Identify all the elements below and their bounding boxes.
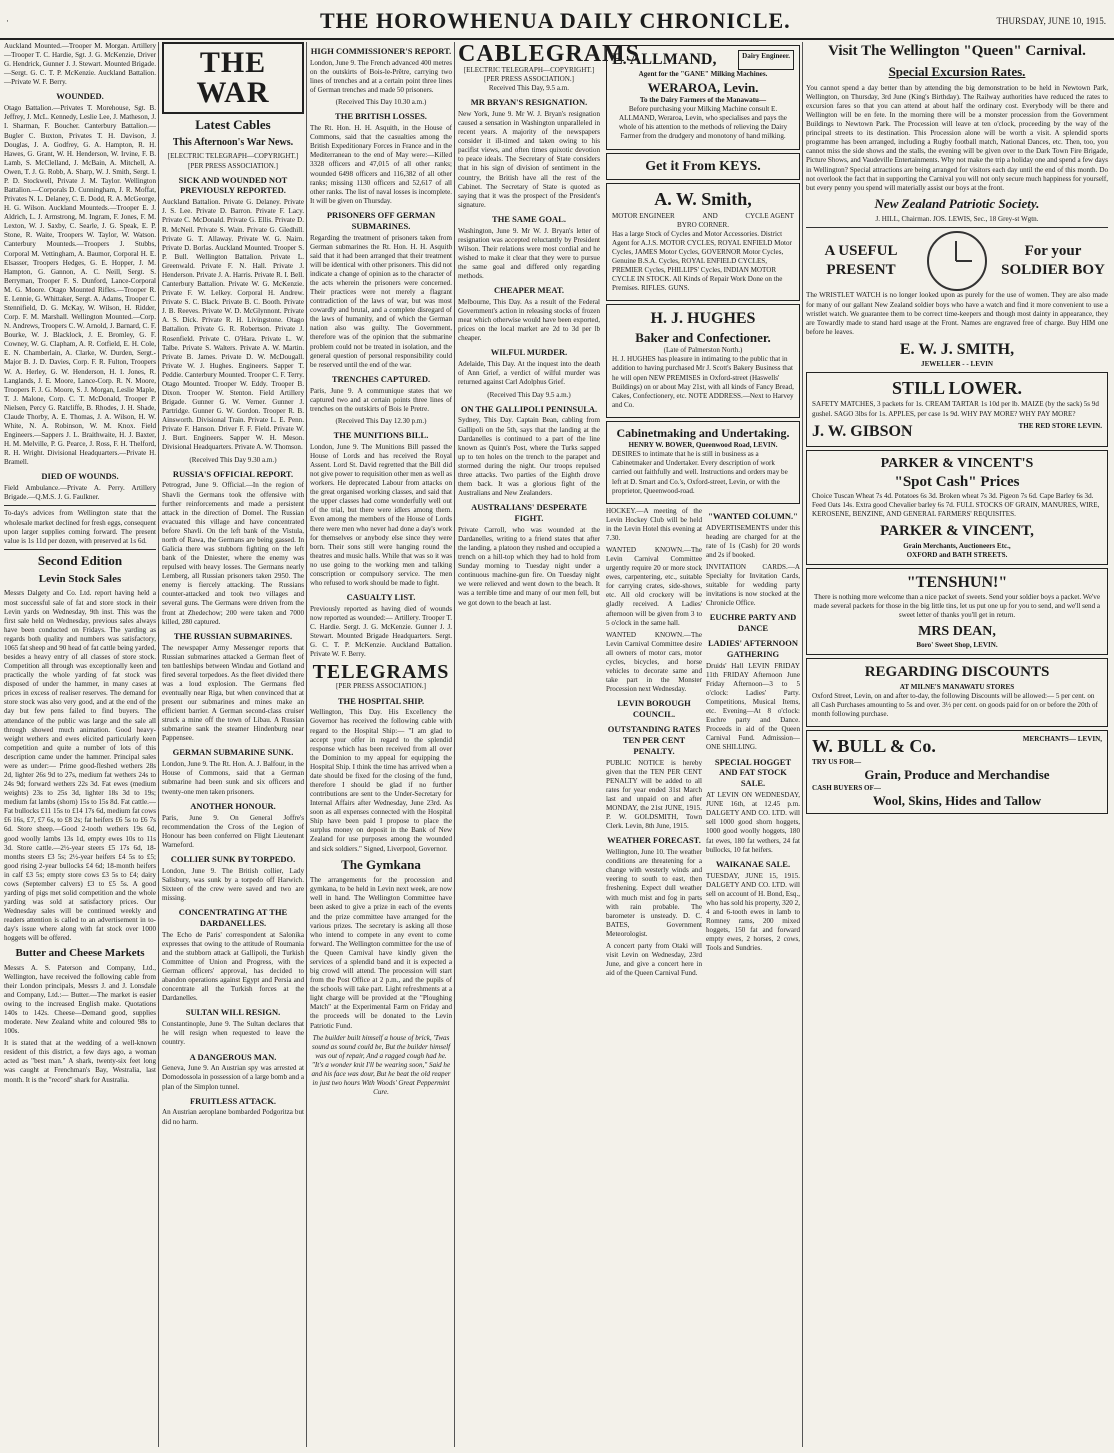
hc-heading: HIGH COMMISSIONER'S REPORT. — [310, 46, 452, 56]
murder-text: Adelaide, This Day. At the inquest into the death of Ann Grief, a verdict of wilful murder was returned against Carl Adolphus Grief. — [458, 360, 600, 387]
trenches-text: Paris, June 9. A communique states that we captured two and at certain points three lines of trenches on the outskirts of Bois le Pretre. — [310, 386, 452, 413]
discounts-heading: REGARDING DISCOUNTS — [864, 664, 1050, 681]
sick-heading: SICK AND WOUNDED NOT PREVIOUSLY REPORTED. — [178, 174, 288, 196]
newspaper-title: THE HOROWHENUA DAILY CHRONICLE. — [320, 8, 791, 33]
column-4 — [458, 42, 800, 1447]
bull-try: TRY US FOR— — [812, 757, 862, 766]
wanted-column-heading: "WANTED COLUMN." — [708, 510, 798, 521]
pv-sub: "Spot Cash" Prices — [894, 473, 1020, 490]
bower-text: DESIRES to intimate that he is still in business as a Cabinetmaker and Undertaker. Every description of work carried out faithfully and well. Instructions and orders may be left at D. Smart and Co.'s, Oxford-street, Levin, or with the proprietor, Queenwood-road. — [612, 450, 788, 495]
shark-text: It is stated that at the wedding of a well-known resident of this district, a few days ago, a woman acted as "best man." A shark, twenty-six feet long was caught at Frenchman's Bay, Westralia, last month. It is the "record" shark for Australia. — [4, 1039, 156, 1084]
euchre-heading: EUCHRE PARTY AND DANCE — [709, 612, 797, 634]
gsub-text: London, June 9. The Rt. Hon. A. J. Balfour, in the House of Commons, said that a German submarine had been sunk and six officers and twenty-one men taken prisoners. — [162, 760, 304, 796]
bryan-heading: MR BRYAN'S RESIGNATION. — [470, 97, 588, 108]
fruitless-text: An Austrian aeroplane bombarded Podgoritza but did no harm. — [162, 1108, 304, 1126]
council-heading: LEVIN BOROUGH COUNCIL. — [617, 698, 691, 720]
submarines-text: The newspaper Army Messenger reports that Russian submarines attacked a German fleet of ten battleships between Windau and Gotland and fired several torpedoes. As the fleet divided there was a loud explosion. The Germans fled eventually near Riga, but when convinced that at present our submarines and mines make an efficient barrier. A German second-class cruiser struck a mine off the town of Libau. A Russian submarine sank the steamer Hindenburg near Pappensee. — [162, 643, 304, 743]
bower-ad — [606, 421, 800, 504]
queen-text: You cannot spend a day better than by attending the big demonstration to be held in Newtown Park, Wellington, on Thursday, 3rd June (King's Birthday). The Railway authorities have reduced the rates to excursion fares so that you can attend at about half the ordinary cost. Everybody will be there and Wellington will be en fete. In the morning there will be a monster procession from the Government Buildings to Newtown Park. The Procession will leave at ten o'clock, proceeding by the way of the principal streets to its destination. This Procession alone will be worth a visit. A splendid sports programme has been arranged, including a Rugby football match, National Dances, etc. Then, too, you cannot miss the side shows and the stalls, the evening will be given over to the Dark Town Fire Brigade, Picture Shows, and Vaudeville Entertainments. Why not make the trip a holiday one and spend a few days in Wellington? Special attractions are being arranged for visitors each day until the end of this month. Do not overlook the fact that in supporting the Carnival you will not only secure much happiness for yourself, but every penny you spend will materially assist our boys at the front. — [806, 83, 1108, 192]
column-1 — [4, 42, 156, 1447]
ewj-sub: JEWELLER - - LEVIN — [921, 360, 993, 369]
received-note: (Received This Day 10.30 a.m.) — [335, 98, 427, 107]
hughes-ad — [606, 304, 800, 418]
masthead — [0, 0, 1114, 40]
pv-trade: Grain Merchants, Auctioneers Etc., — [903, 541, 1011, 550]
waikanae-heading: WAIKANAE SALE. — [715, 858, 791, 869]
smith-text: Has a large Stock of Cycles and Motor Accessories. District Agent for A.J.S. MOTOR CYCLES, ROYAL ENFIELD Motor Cycles, JAMES Motor Cycles, GOVERNOR Motor Cycles, Genuine B.S.A. Cycles, ROYAL ENFIELD CYCLES, PREMIER Cycles, PHILLIPS' Cycles, INDIAN MOTOR CYCLE IN STOCK. All Kinds of Repair Work Done on the Premises. RIFLES. GUNS. — [612, 229, 792, 293]
smith-place: BYRO CORNER. — [676, 220, 730, 229]
discounts-ad — [806, 658, 1108, 727]
dardanelles-heading: CONCENTRATING AT THE DARDANELLES. — [178, 907, 288, 928]
press-association: [ELECTRIC TELEGRAPH—COPYRIGHT.] [PER PRESS ASSOCIATION.] — [463, 66, 595, 84]
column-rule — [802, 42, 803, 1447]
smith-name: A. W. Smith, — [654, 189, 752, 210]
trenches-heading: TRENCHES CAPTURED. — [331, 373, 431, 384]
submarines-heading: THE RUSSIAN SUBMARINES. — [173, 630, 293, 641]
tenshun-text: There is nothing more welcome than a nice packet of sweets. Send your soldier boys a packet. We've made several packets for those in the big little tins, let us put one up for you to send, and we'll send a sweet letter of thanks you'll get in return. — [813, 593, 1101, 620]
wanted-column-text: ADVERTISEMENTS under this heading are charged for at the rate of 1s (Cash) for 20 words and 2s if booked. — [706, 523, 800, 559]
peppermint-poem: The builder built himself a house of brick, 'Twas sound as sound could be, But the builder himself was out of repair, And a ragged cough had he. "It's a wonder knit I'll be wearing soon," Said he and his face was dour, But he beat the old reaper in just two hours With Woods' Great Peppermint Cure. — [311, 1033, 451, 1097]
column-rule — [306, 42, 307, 1447]
gibson-name: J. W. GIBSON — [812, 422, 913, 440]
watch-icon — [927, 231, 987, 291]
murder-heading: WILFUL MURDER. — [490, 347, 568, 358]
council-text: PUBLIC NOTICE is hereby given that the TEN PER CENT PENALTY will be added to all rates for year ended 31st March last and unpaid on and after MONDAY, the 21st JUNE, 1915. P. W. GOLDSMITH, Town Clerk. Levin, 8th June, 1915. — [606, 758, 702, 831]
weather-heading: WEATHER FORECAST. — [607, 835, 701, 846]
dean-name: MRS DEAN, — [918, 624, 996, 640]
mounted-list: Auckland Mounted.—Trooper M. Morgan. Artillery—Trooper T. C. Hardie, Sgt. J. G. McKenzie, Driver G. Hendrick, Gunner J. J. Stewart. Mounted Brigade.—Sergt. G. C. T. P. McKenzie. Auckland Battalion.—Private W. F. Berry. — [4, 42, 156, 87]
hughes-name: H. J. HUGHES — [650, 310, 756, 328]
ewj-name: E. W. J. SMITH, — [899, 340, 1015, 358]
spy-text: Geneva, June 9. An Austrian spy was arrested at Domodossola in possession of a large bomb and a plan of the Simplon tunnel. — [162, 1064, 304, 1091]
died-list: Field Ambulance.—Private A. Perry. Artillery Brigade.—Q.M.S. J. G. Faulkner. — [4, 484, 156, 502]
divider — [4, 549, 156, 550]
pv-text: Choice Tuscan Wheat 7s 4d. Potatoes 6s 3d. Broken wheat 7s 3d. Pigeon 7s 6d. Cape Barley 6s 3d. Feed Oats 14s. Extra good Chevalier barley 6s 7d. FULL STOCKS OF GRAIN, MANURES, WIRE, KEROSENE, BENZINE, AND GENERAL FARMERS' REQUISITES. — [812, 492, 1100, 519]
sick-list: Auckland Battalion. Private G. Delaney. Private J. S. Lee. Private D. Barron. Private F. Lacy. Private C. McDonald. Private G. Ellis. Private D. R. McNeil. Private S. Wain. Private G. Gledhill. Private G. T. Allaway. Private W. G. Nairn. Private D. Borlas. Auckland Mounted. Trooper S. P. Bull. Wellington Battalion. Private L. Greenwald. Private F. N. Hall. Private J. Henderson. Private J. A. Harris. Private R. I. Bell. Canterbury Battalion. Private W. G. McKenzie. Private F. W. Lelkey. Corporal H. Andrew. Private S. C. Black. Private B. C. Booth. Private J. B. Reeves. Private W. D. McGlynnont. Private A. S. Dick. Private R. H. Livingstone. Otago Battalion. Private G. R. Robertson. Private J. Rosenfield. Private C. O'Hara. Private L. W. Talbe. Private S. Walters. Private A. W. Martin. Private B. James. Private D. W. McDougall. Private W. J. Hughes. Engineers. Sapper T. Peddie. Canterbury Mounted. Trooper C. F. Terry. Otago Mounted. Trooper W. Eddy. Trooper B. Dixon. Trooper W. Stenton. Field Artillery Brigade. Gunner G. W. Verner. Gunner J. Partridge. Gunner G. W. Gordon. Trooper R. B. Ainsworth. Divisional Train. Private L. E. Penn. Private F. Hanson. Driver F. F. Field. Private W. J. Burt. Engineers. Sapper W. H. Meson. Divisional Headquarters. Private A. W. Thomson. — [162, 198, 304, 452]
tenshun-heading: "TENSHUN!" — [906, 573, 1008, 591]
pv-heading: PARKER & VINCENT'S — [880, 456, 1034, 472]
watch-text: The WRISTLET WATCH is no longer looked upon as purely for the use of women. They are also made for many of our gallant New Zealand soldier boys who have a watch and find it more convenient to use a wristlet watch. We guarantee them to be correct time-keepers and though most dainty in appearance, they are Towardly made to stand hard usage at the Front. Names are engraved free of charge. Buy HIM one before he leaves. — [806, 291, 1108, 336]
column-3 — [310, 42, 452, 1447]
patriotic-sub: J. HILL, Chairman. JOS. LEWIS, Sec., 18 Grey-st Wgtn. — [875, 215, 1039, 224]
concert-notice: A concert party from Otaki will visit Levin on Wednesday, 23rd June, and give a concert here in aid of the Queen Carnival Fund. — [606, 941, 702, 978]
smith-and: AND — [702, 211, 718, 220]
watch-left: A USEFUL PRESENT — [824, 243, 898, 279]
egg-report: To-day's advices from Wellington state that the wholesale market declined for fresh eggs, consequent upon larger supplies coming forward. The present value is 1s 11d per dozen, with preserved at 1s 6d. — [4, 509, 156, 545]
afternoon-news: This Afternoon's War News. — [172, 136, 294, 148]
allmand-to: To the Dairy Farmers of the Manawatu— — [639, 96, 767, 105]
still-lower-text: SAFETY MATCHES, 3 packets for 1s. CREAM TARTAR 1s 10d per lb. MAIZE (by the sack) 5s 9d gushel. SAGO 3lbs for 1s. APPLES, per case 1s 9d. WHY PAY MORE? WHY PAY MORE? — [812, 400, 1099, 418]
bull-sub: MERCHANTS— LEVIN, — [1022, 734, 1102, 743]
wanted-notice-2: WANTED KNOWN.—The Levin Carnival Committee desire all owners of motor cars, motor cycles, bicycles, and horse vehicles to decorate same and take part in the Monster Procession next Wednesday. — [606, 630, 702, 694]
watch-right: For your SOLDIER BOY — [1001, 243, 1105, 279]
masthead-corner: · — [6, 16, 9, 26]
pv-name: PARKER & VINCENT, — [880, 523, 1034, 540]
gymkana-heading: The Gymkana — [341, 856, 421, 872]
received-note: (Received This Day 9.30 a.m.) — [189, 455, 277, 464]
queen-sub: Special Excursion Rates. — [888, 64, 1026, 80]
column-2 — [162, 42, 304, 1447]
bryan-text: New York, June 9. Mr W. J. Bryan's resignation caused a sensation in Washington unparalleled in recent years. A majority of the newspapers consider it ill-timed and taken owing to his pacifist views, and often times quixotic devotion to peace ideals. The Secretary of State considers that in his sign of division of sentiment in the country, the British have all the rest of the Cabinet. The Secretary of State is quoted as saying that it was the prospect of the President's signature. — [458, 109, 600, 209]
euchre-sub: LADIES' AFTERNOON GATHERING — [708, 638, 798, 659]
prisoners-text: Regarding the treatment of prisoners taken from German submarines the Rt. Hon. H. H. Asquith said that it had been arranged that their treatment will be identical with other prisoners. This did not indicate a change of opinion as to the character of the acts wherein the prisoners were concerned. Their practices were not merely a flagrant contradiction of the laws of war, but was most cowardly and brutal, and a complete disregard of the laws of humanity, and of which the German nation also was guilty. The Government, therefore was of the opinion that the submarine problem could not be treated in isolation, and the general question of personal responsibility could be reserved until the end of the war. — [310, 233, 452, 369]
wanted-notice-1: WANTED KNOWN.—The Levin Carnival Committee urgently require 20 or more stock ewes, carpentering, etc., suitable for carrying crates, side-shows, etc. All old crockery will be gladly received. A Ladies' afternoon will be given from 3 to 5 o'clock in the same hall. — [606, 545, 702, 627]
wounded-list: Otago Battalion.—Privates T. Morehouse, Sgt. B. Jeffrey, J. McL. Kennedy, Leslie Lee, J. Matheson, J. I. Sharman, F. Boucher. Canterbury Battalion.—Bugler C. Buxton, Privates T. H. Davison, J. Douglas, J. A. Godfrey, G. A. Hampton, R. H. Hawes, G. Grant, W. H. Henderson, W. Irvine, F. B. Lamb, S. McClelland, J. McBain, A. Mitchell, A. Owen, T. J. G. Robb, A. Sharp, W. J. Smith, Sergt. I. P. D. Stockwell, Private J. M. Taylor. Wellington Battalion.—Corporals D. Cunningham, J. R. Moffat, Privates N. L. Delaney, C. E. Dodd, R. A. McGeorge, H. G. Wilson. Auckland Mounteds.—Trooper E. J. Aldrich, L. J. Armstrong, M. Ingram, F. Jones, F. M. Lexton, W. J. Saxby, C. Searle, J. G. Speak, E. P. Stone, R. Waite, Troopers W. Taylor, W. Watson. Canterbury Mounteds.—Troopers J. Stubbs, Corporal M. Vettingham, A. Baumor, Corporal H. E. Elsasser, Troopers Hedges, G. E. Hopper, J. M. Hampton, G. Gannon, A. C. Neill, Sergt. S. Berryman, Trooper F. S. Dunford, Lance-Corporal M. G. Moore. Otago Mounted Rifles.—Trooper R. E. Lennie, G. Whittaker, Sergt. A. Adams, Trooper C. Stennifield, D. G. McKay, W. Wilson, H. Ridder, Corp. F. M. Marshall. Wellington Mounted.—Corp. N. Andrews, Troopers C. W. Arnold, J. Barnard, C. F. Bourke, W. J. Blacklock, J. E. Bromley, G. F. Cowney, W. G. Clapham, A. R. Cotfield, E. H. Cole, E. N. Chamberlain, A. Clarke, W. Durden, Sergt.-Major B. J. D. Davies, Corp. F. R. Fulton, Troopers W. A. Herley, G. W. Henderson, H. I. Jones, R. Langlands, J. E. Moore, Lance-Corp. R. N. Moore, Troopers F. J. G. Moore, S. J. Morgan, Leslie Maple, T. J. Malone, Corp. C. T. McDonald, Trooper P. Nielsen, Percy G. Ratcliffe, B. Rhodes, J. H. Shade, Claude Thorby, A. E. Thomas, J. A. Wilson, H. W. White, N. A. Robinson, W. M. Knox. Field Engineers.—Sappers J. L. Braithwaite, H. J. Baxter, H. M. Melville, P. G. Pearce, J. Ross, F. H. Thelford, R. H. Wright. Divisional Headquarters.—Private H. Bramell. — [4, 104, 156, 467]
column-rule — [158, 42, 159, 1447]
keys-ad — [606, 153, 800, 181]
cablegrams-title: CABLEGRAMS — [458, 41, 641, 67]
allmand-tag: Dairy Engineer. — [738, 50, 794, 70]
divider — [4, 505, 156, 506]
losses-heading: THE BRITISH LOSSES. — [335, 111, 427, 122]
gymkana-text: The arrangements for the procession and gymkana, to be held in Levin next week, are now well in hand. The Wellington Committee have been asked to give a prize in each of the events and the prize committee have arranged for the various prizes. The secretary is asking all those who intend to compete in any event to come forward. The Wellington committee for the use of the Queen Carnival have kindly given the services of a splendid band and it is expected a big crowd will attend. The procession will start from the Post Office at 2 p.m., and the pupils of the schools will take part. Light refreshments at a light charge will be provided at the "Ploughing Match" at the Experimental Farm on Friday and the proceeds will be donated to the Levin Patriotic Fund. — [310, 876, 452, 1030]
allmand-agent: Agent for the "GANE" Milking Machines. — [638, 70, 768, 79]
council-sub: OUTSTANDING RATES TEN PER CENT PENALTY. — [607, 723, 701, 756]
gallipoli-heading: ON THE GALLIPOLI PENINSULA. — [460, 403, 598, 414]
gallipoli-text: Sydney, This Day. Captain Bean, cabling from Gallipoli on the 5th, says that the landing at the Dardanelles is continued to a part of the line known as Quinn's Post, where the Turks sapped up to ten holes on the trench to the parapet and stormed during the night. Our troops repulsed three attacks. Two parties of the Eighth drove them back. It was a glorious fight of the Australians and New Zealanders. — [458, 416, 600, 498]
telegrams-title: TELEGRAMS — [312, 661, 450, 684]
sultan-heading: SULTAN WILL RESIGN. — [185, 1007, 281, 1018]
dean-ad — [806, 568, 1108, 656]
bull-goods: Grain, Produce and Merchandise — [864, 767, 1050, 783]
discounts-sub: AT MILNE'S MANAWATU STORES — [899, 682, 1015, 691]
dalgety-text: AT LEVIN ON WEDNESDAY, JUNE 16th, at 12.45 p.m. DALGETY AND CO. LTD. will sell 1000 good shorn hoggets, 1000 good woolly hoggets, 180 fat ewes, 180 fat wethers, 24 fat bullocks, 10 fat heifers. — [706, 791, 800, 854]
hughes-trade: Baker and Confectioner. — [635, 329, 771, 345]
dean-sub: Boro' Sweet Shop, LEVIN. — [916, 641, 998, 650]
bower-name: HENRY W. BOWER, Queenwood Road, LEVIN. — [628, 441, 778, 450]
levin-stock-heading: Levin Stock Sales — [38, 573, 122, 586]
cable-news — [458, 41, 641, 981]
hospital-ship-text: Wellington, This Day. His Excellency the Governor has received the following cable with regard to the Hospital Ship:— "I am glad to accept your offer in regard to the splendid response which has been received from all over the Dominion to my appeal for equipping the Hospital Ship. I think the time has arrived when a date should be fixed for the closing of the fund, therefore I should be glad if no further contributions are sent to the Under-Secretary for Internal Affairs after Wednesday, June 23rd. As soon as all expenses connected with the Hospital Ship have been paid I propose to place the surplus money on deposit in the Bank of New Zealand for use purposes among the wounded and sick soldiers." Signed, Liverpool, Governor. — [310, 708, 452, 853]
fruitless-heading: FRUITLESS ATTACK. — [189, 1095, 277, 1106]
invitation-notice: INVITATION CARDS.—A Specialty for Invitation Cards, suitable for wedding party invitations is now stocked at the Chronicle Office. — [706, 562, 800, 608]
patriotic-heading: New Zealand Patriotic Society. — [874, 195, 1040, 211]
euchre-text: Druids' Hall LEVIN FRIDAY 11th FRIDAY Afternoon June Friday Afternoon—3 to 5 o'clock: Ladies' Party. Competitions, Musical Items, etc. Evening—At 8 o'clock: Euchre party and Dance. Proceeds in aid of the Queen Carnival Fund. Admission—ONE SHILLING. — [706, 661, 800, 752]
hughes-late: (Late of Palmerston North.) — [663, 346, 743, 355]
casualty-text: Previously reported as having died of wounds now reported as wounded:— Artillery. Trooper T. C. Hardie. Sergt. J. G. McKenzie. Gunner J. J. Stewart. Mounted Brigade Headquarters. Sergt. G. C. T. P. McKenzie. Auckland Battalion. Private W. F. Berry. — [310, 604, 452, 659]
levin-stock-text: Messrs Dalgety and Co. Ltd. report having held a most successful sale of fat and store stock in their Levin yards on Wednesday, 9th inst. This was the first sale held on Wednesday, previous sales always have been conducted on Fridays. The yarding as regards both quality and numbers was satisfactory, 1065 fat sheep and 90 head of fat cattle being yarded, besides a heavy entry of all classes of store stock. Competition all through was exceptionally keen and practically the whole yarding of fat stock was disposed of under the hammer, in many cases at prices in excess of realiser reserves. The demand for store stock was also very good, and at the end of the day but few pens failed to find buyers. The attendance of the public was large and the sale all through showed much animation. Good heavy-weight wethers and ewes elicited particularly keen competition and quite a number of lots of this description came under the hammer. Principal sales were as under:— Prime good-fleshed wethers 28s 2d, lighter 26s 9d to 27s, medium fat wethers 24s to 24s 9d; forward wethers 22s 3d. Fat ewes (medium weights) 23s to 25s 3d, lighter 18s 3d to 19s; medium fat lambs (shorn) 15s to 15s 8d. Fat cattle.—Fat bullocks £11 15s to £14 17s 6d, medium fat cows £6 16s, £7, £7 6s, to £8 2s; fat heifers £6 5s to £6 7s 6d. Store sheep.—Good 2-tooth wethers 19s 6d, good woolly lambs 13s 1d, empty ewes 10s to 11s 3d. Store cattle.—2½-year steers £5 17s 6d, 18-months steers £3 5s; 2½-year heifers £4 5s to £5; good rising 2-year bullocks £4 6d; 18-month heifers in calf £3 5s; empty store cows £3 5s to £4; dairy cows (September calvers) £3 to £5 5s. A good yarding of pigs met solid competition and the whole yarding was sold at satisfactory prices. Our Wednesday sales will be continued weekly and readers attention is called to an advertisement in to-day's issue where along with fat stock over 1000 hoggets will be offered. — [4, 589, 156, 943]
meat-heading: CHEAPER MEAT. — [493, 285, 565, 296]
casualty-heading: CASUALTY LIST. — [346, 592, 416, 603]
dardanelles-text: The Echo de Paris' correspondent at Salonika expresses that owing to the attitude of Roumania and the stubborn attack at Gallipoli, the Turkish Committee of Union and Progress, with the German officers' approval, has decided to abandon operations against Egypt and Persia and concentrate all the Turkish forces at the Dardanelles. — [162, 930, 304, 1003]
fight-heading: AUSTRALIANS' DESPERATE FIGHT. — [471, 502, 587, 524]
weather-text: Wellington, June 10. The weather conditions are threatening for a change with westerly winds and veering to south to east, then freshening. Expect dull weather with much mist and fog in parts with rain probable. The barometer is unsteady. D. C. BATES, Government Meteorologist. — [606, 848, 702, 938]
allmand-place: WERAROA, Levin. — [647, 79, 759, 95]
munitions-heading: THE MUNITIONS BILL. — [333, 429, 429, 440]
bull-wool: Wool, Skins, Hides and Tallow — [872, 792, 1042, 808]
bull-name: W. BULL & Co. — [812, 735, 936, 756]
issue-date: THURSDAY, JUNE 10, 1915. — [996, 16, 1106, 26]
parker-vincent-ad — [806, 450, 1108, 565]
gibson-sub: THE RED STORE LEVIN. — [1018, 421, 1102, 430]
latest-cables: Latest Cables — [195, 117, 271, 132]
prisoners-heading: PRISONERS OFF GERMAN SUBMARINES. — [326, 209, 436, 231]
fight-text: Private Carroll, who was wounded at the Dardanelles, writing to a friend states that after the landing, a platoon they rushed and occupied a trench on a hill-top which they had to hold from Sunday morning to Tuesday night under a continuous machine-gun fire. On Tuesday night we were relieved and went down to the beach. It was a terrible time and many of our men fell, but we got down to the beach at last. — [458, 525, 600, 607]
hc-text: London, June 9. The French advanced 400 metres on the outskirts of Bois-le-Prêtre, carrying two lines of trenches and at a certain point three lines of German trenches and made 50 prisoners. — [310, 58, 452, 95]
divider — [806, 227, 1108, 228]
collier-heading: COLLIER SUNK BY TORPEDO. — [170, 853, 296, 864]
wounded-heading: WOUNDED. — [56, 91, 104, 102]
goal-heading: THE SAME GOAL. — [492, 213, 566, 224]
smith-trade-2: CYCLE AGENT — [745, 211, 794, 220]
died-heading: DIED OF WOUNDS. — [41, 471, 119, 482]
column-5 — [806, 42, 1108, 1447]
butter-heading: Butter and Cheese Markets — [15, 947, 145, 960]
bull-ad — [806, 730, 1108, 814]
dalgety-heading: SPECIAL HOGGET AND FAT STOCK SALE. — [714, 756, 792, 789]
honour-text: Paris, June 9. On General Joffre's recommendation the Cross of the Legion of Honour has been conferred on Flight Lieutenant Warneford. — [162, 813, 304, 849]
losses-text: The Rt. Hon. H. H. Asquith, in the House of Commons, said that the casualties among the British Expeditionary Forces in France and in the Mediterranean to the end of May were:—Killed 3328 officers and 47,015 of all other ranks; wounded 6498 officers and 116,382 of all other ranks; missing 1130 officers and 52,617 of all other ranks. The list of naval losses is incomplete. It will be given on Thursday. — [310, 124, 452, 205]
meat-text: Melbourne, This Day. As a result of the Federal Government's action in releasing stocks of frozen meat which otherwise would have been exported, prices on the local market are 2d to 3d per lb cheaper. — [458, 298, 600, 343]
smith-trade-1: MOTOR ENGINEER — [612, 211, 675, 220]
russia-text: Petrograd, June 9. Official.—In the region of Shavli the Germans took the offensive with further reinforcements and made a persistent attack in the direction of Domel. The Russian evacuated this village and have concentrated before Shavli. On the left bank of the Vistula, north of Rawa, the Germans are being gassed. In Galicia there was stubborn fighting on the left bank of the Dniester, where the enemy was repulsed with heavy losses. The Germans nearly Lemberg, all Russian prisoners taken 2950. The enemy is fiercely attacking. The Russians counter-attacked and took two villages and several guns. The Germans were driven from the front at Zhedechow; 200 were taken and 7000 killed, 280 captured. — [162, 481, 304, 626]
received-note: (Received This Day 9.5 a.m.) — [487, 390, 571, 399]
hospital-ship-heading: THE HOSPITAL SHIP. — [337, 695, 425, 706]
press-association: [PER PRESS ASSOCIATION.] — [335, 682, 427, 691]
allmand-name: E. ALLMAND, — [612, 51, 717, 68]
discounts-text: Oxford Street, Levin, on and after to-day, the following Discounts will be allowed:— 5 per cent. on all Cash Purchases amounting to 5s and over. 3½ per cent. on goods paid for on or before the 20th of month following purchase. — [812, 691, 1098, 718]
column-rule — [454, 42, 455, 1447]
munitions-text: London, June 9. The Munitions Bill passed the House of Lords and has received the Royal Assent. Lord St. David regretted that the Bill did not give power to requisition other men as well as workers. He deprecated Labour from attacks on the great organised working classes, and said that the upper classes had come wonderfully well out of the trial, but there were idlers among them. Even among the members of the House of Lords there were men who never had done a day's work for themselves or anybody else since they were born. Their sons still were hanging round the theatres and music halls. While that was so it was no use going to the working men and talking conscription or compulsory service. The men who refused to work should be made to fight. — [310, 442, 452, 587]
allmand-ad — [606, 45, 800, 150]
gsub-heading: GERMAN SUBMARINE SUNK. — [172, 747, 294, 758]
still-lower: STILL LOWER. — [891, 378, 1023, 399]
press-association: [ELECTRIC TELEGRAPH—COPYRIGHT.] [PER PRESS ASSOCIATION.] — [167, 152, 299, 170]
gibson-ad — [806, 372, 1108, 447]
the-war-title: THE WAR — [162, 42, 304, 114]
waikanae-text: TUESDAY, JUNE 15, 1915. DALGETY AND CO. LTD. will sell on account of H. Bond, Esq., who has sold his property, 320 2, 4 and 6-tooth ewes in lamb to Romney rams, 200 mixed hoggets, 150 fat and forward empty ewes, 2 horses, 2 cows, Tools and Sundries. — [706, 871, 800, 953]
goal-text: Washington, June 9. Mr W. J. Bryan's letter of resignation was accepted reluctantly by President Wilson. Their relations were most cordial and he wished to make it clear that they were to pursue the same goal and differed only regarding methods. — [458, 226, 600, 281]
keys-slogan: Get it From KEYS. — [645, 158, 761, 174]
queen-heading: Visit The Wellington "Queen" Carnival. — [828, 43, 1086, 59]
collier-text: London, June 9. The British collier, Lady Salisbury, was sunk by a torpedo off Harwich. Sixteen of the crew were saved and two are missing. — [162, 866, 304, 902]
sultan-text: Constantinople, June 9. The Sultan declares that he will resign when requested to leave the country. — [162, 1020, 304, 1047]
allmand-text: Before purchasing your Milking Machine consult E. ALLMAND, Weraroa, Levin, who specialises and pays the whole of his attention to the methods of relieving the Dairy Farmer from the drudgery and monotony of hand milking. — [618, 105, 788, 141]
bower-heading: Cabinetmaking and Undertaking. — [616, 425, 790, 440]
received-note: Received This Day, 9.5 a.m. — [488, 84, 570, 92]
received-note: (Received This Day 12.30 p.m.) — [335, 416, 427, 425]
second-edition-heading: Second Edition — [37, 552, 123, 568]
bull-cash: CASH BUYERS OF— — [812, 783, 881, 792]
hockey-notice: HOCKEY.—A meeting of the Levin Hockey Club will be held in the Levin Hotel this evening at 7.30. — [606, 506, 702, 542]
butter-text: Messrs A. S. Paterson and Company, Ltd., Wellington, have received the following cable from their London principals, Messrs J. and J. Lonsdale and Company, Ltd.:— Butter.—The market is easier owing to the increased English make. Quotations 140s to 142s. Cheese—Demand good, supplies moderate. New Zealand white and coloured 98s to 100s. — [4, 963, 156, 1036]
honour-heading: ANOTHER HONOUR. — [190, 800, 276, 811]
pv-address: OXFORD and BATH STREETS. — [906, 550, 1008, 559]
hughes-text: H. J. HUGHES has pleasure in intimating to the public that in addition to having purchased Mr J. Scott's Bakery Business that he will open NEW PREMISES in Oxford-street (Haswells' Buildings) on or about May 21st, with all kinds of Fancy Bread, Cakes, Confectionery, etc. NOTE ADDRESS.—Next to Harvey and Co. — [612, 355, 794, 409]
smith-ad — [606, 183, 800, 301]
russia-heading: RUSSIA'S OFFICIAL REPORT. — [172, 468, 294, 479]
advert-block — [606, 42, 800, 981]
spy-heading: A DANGEROUS MAN. — [189, 1051, 277, 1062]
